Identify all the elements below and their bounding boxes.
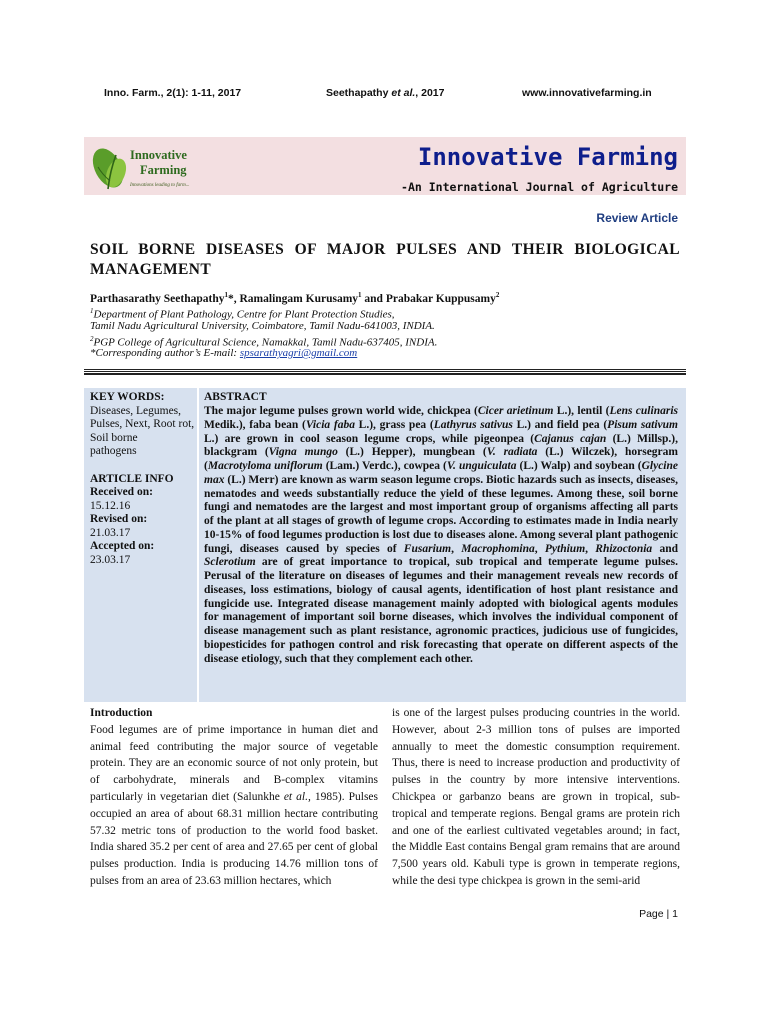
received-label: Received on:	[90, 486, 153, 498]
author-1-mark: *,	[228, 292, 240, 305]
divider-bottom	[84, 373, 686, 375]
paper-title: SOIL BORNE DISEASES OF MAJOR PULSES AND THEIR BIOLOGICAL MANAGEMENT	[90, 241, 680, 278]
header-website[interactable]: www.innovativefarming.in	[522, 87, 652, 99]
keyword-line-1: Diseases, Legumes,	[90, 404, 182, 417]
author-1: Parthasarathy Seethapathy	[90, 292, 225, 305]
email-link[interactable]: spsarathyagri@gmail.com	[239, 347, 358, 359]
keyword-line-3: Soil borne	[90, 431, 138, 444]
author-2-sup: 1	[358, 291, 362, 299]
intro-right-column: is one of the largest pulses producing countries in the world. However, about 2-3 million tons of pulses are imported annually to meet the domestic consumption requirement. Thus, there is need to increase production and productivity of pulses in the country by more intensive interventions. Chickpea or garbanzo beans are grown in tropical, sub-tropical and temperate regions. Bengal grams are protein rich and one of the earliest cultivated vegetables around; in fact, the Middle East contains Bengal gram remains that are around 7,500 years old. Kabuli type is grown in temperate regions, while the desi type chickpea is grown in the semi-arid	[392, 707, 680, 887]
header-authors-name: Seethapathy	[326, 87, 392, 99]
author-3-sup: 2	[495, 291, 500, 299]
article-info-heading: ARTICLE INFO	[90, 472, 174, 485]
logo-line2: Farming	[140, 163, 187, 177]
revised-date: 21.03.17	[90, 526, 131, 539]
author-3: Prabakar Kuppusamy	[385, 292, 496, 305]
intro-left-etal: et al.,	[283, 790, 311, 803]
intro-heading: Introduction	[90, 707, 153, 719]
logo-tagline: Innovations leading to farm...	[130, 183, 190, 188]
journal-subtitle: -An International Journal of Agriculture	[401, 180, 678, 194]
aff-2-text: PGP College of Agricultural Science, Namakkal, Tamil Nadu-637405, INDIA.	[93, 336, 438, 349]
intro-left-text: Food legumes are of prime importance in human diet and animal feed contributing the major source of vegetable protein. They are an economic source of not only protein, but of carbohydrate, minerals and B-complex vitamins particularly in vegetarian diet (Salunkhe	[90, 723, 378, 803]
affiliation-1-line2: Tamil Nadu Agricultural University, Coimbatore, Tamil Nadu-641003, INDIA.	[90, 320, 435, 332]
abstract-heading: ABSTRACT	[204, 391, 267, 403]
aff-1-text: Department of Plant Pathology, Centre for Plant Protection Studies,	[93, 308, 395, 321]
divider-top	[84, 369, 686, 370]
author-list	[90, 291, 499, 305]
intro-left-column	[90, 705, 378, 890]
abstract-text: The major legume pulses grown world wide, chickpea (Cicer arietinum L.), lentil (Lens culinaris Medik.), faba bean (Vicia faba L.), grass pea (Lathyrus sativus L.) and field pea (Pisum sativum L.) are grown in cool season legume crops, while pigeonpea (Cajanus cajan (L.) Millsp.), blackgram (Vigna mungo (L.) Hepper), mungbean (V. radiata (L.) Wilczek), horsegram (Macrotyloma uniflorum (Lam.) Verdc.), cowpea (V. unguiculata (L.) Walp) and soybean (Glycine max (L.) Merr) are known as warm season legume crops. Biotic hazards such as insects, diseases, nematodes and weeds substantially reduce the yield of these legumes. Among these, soil borne fungi and nematodes are the largest and most important group of organisms affecting all parts of the plant at all stages of growth of legume crops. According to estimates made in India nearly 10-15% of food legumes production is lost due to diseases alone. Among several plant pathogenic fungi, diseases caused by species of Fusarium, Macrophomina, Pythium, Rhizoctonia and Sclerotium are of great importance to tropical, sub tropical and temperate legume pulses. Perusal of the literature on diseases of legumes and their management reveals new records of diseases, loss estimations, biology of causal agents, identification of host plant resistance and fungicide use. Integrated disease management mainly adopted with biological agents modules for management of important soil borne diseases, which involves the individual component of disease management such as plant resistance, agronomic practices, judicious use of fungicides, biopesticides for pathogen control and risk forecasting that operate on different aspects of the disease etiology, such that they complement each other.	[204, 405, 678, 665]
accepted-date: 23.03.17	[90, 553, 131, 566]
aff-2-sup: 2	[90, 335, 94, 343]
page-number: Page | 1	[639, 908, 678, 920]
leaf-icon	[87, 143, 130, 192]
intro-left-text-cont: 1985). Pulses occupied an area of about 68.31 million hectare contributing 57.32 metric tons of production to the world food basket. India shared 35.2 per cent of area and 27.65 per cent of global pulses production. India is producing 14.76 million tons of pulses from an area of 23.63 million hectares, which	[90, 790, 379, 887]
received-date: 15.12.16	[90, 499, 131, 512]
corresponding-author	[90, 347, 357, 360]
divider-middle	[84, 371, 686, 372]
revised-label: Revised on:	[90, 513, 148, 525]
header-authors-year: , 2017	[415, 87, 445, 99]
accepted-label: Accepted on:	[90, 540, 155, 552]
keyword-line-2: Pulses, Next, Root rot,	[90, 418, 195, 430]
aff-1-sup: 1	[90, 307, 94, 315]
article-type: Review Article	[596, 211, 678, 225]
author-2: Ramalingam Kurusamy	[239, 292, 359, 305]
keywords-info-column	[90, 391, 196, 567]
author-1-sup: 1	[224, 291, 228, 299]
keyword-line-4: pathogens	[90, 445, 137, 457]
journal-title: Innovative Farming	[417, 143, 678, 171]
keywords-heading: KEY WORDS:	[90, 391, 165, 403]
header-authors-etal: et al.	[391, 87, 416, 99]
header-authors	[326, 87, 445, 99]
corresponding-label: *Corresponding author’s E-mail:	[90, 347, 240, 359]
header-citation: Inno. Farm., 2(1): 1-11, 2017	[104, 87, 242, 99]
logo-line1: Innovative	[130, 148, 187, 162]
journal-logo	[86, 141, 206, 193]
author-and: and	[361, 292, 386, 305]
